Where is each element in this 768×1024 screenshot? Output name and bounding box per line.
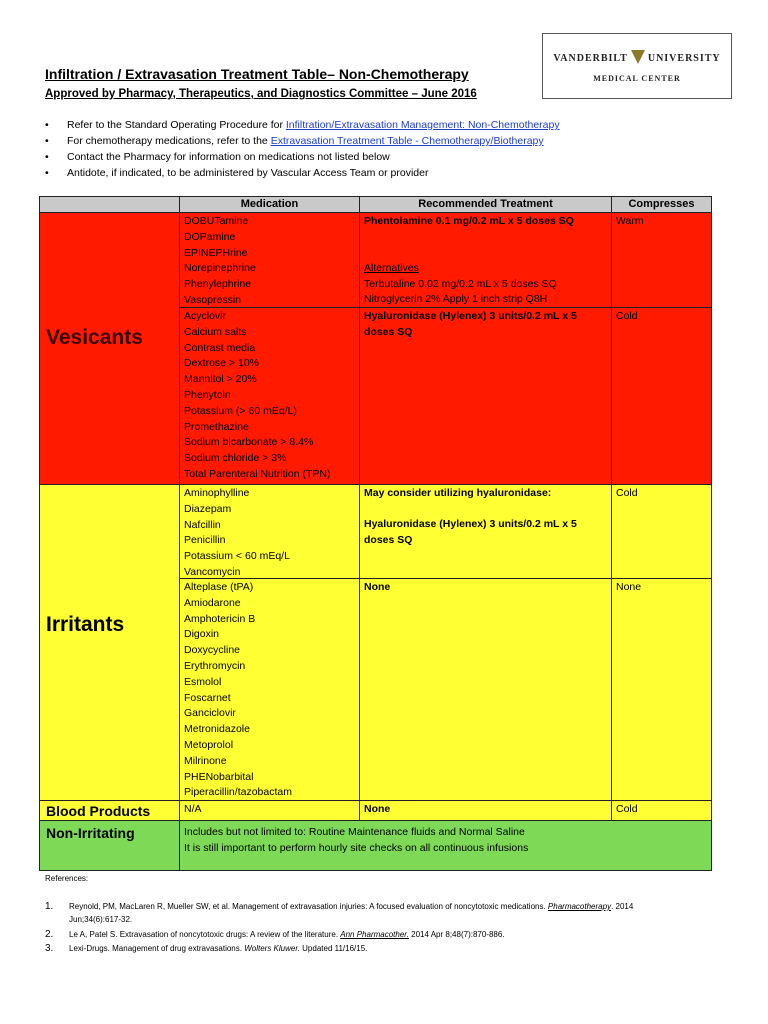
irritants-b-compress: None	[611, 578, 712, 801]
medication: Sodium bicarbonate > 8.4%	[184, 436, 314, 449]
vesicants-b-treatment	[359, 307, 612, 485]
category-non-irritating	[39, 820, 180, 871]
treatment-primary: Phentolamine 0.1 mg/0.2 mL x 5 doses SQ	[364, 215, 574, 227]
medication: DOPamine	[184, 230, 236, 243]
reference-body	[69, 928, 759, 941]
medication: Total Parenteral Nutrition (TPN)	[184, 467, 331, 480]
medication: Milrinone	[184, 754, 227, 767]
page-title: Infiltration / Extravasation Treatment Table– Non-Chemotherapy	[45, 66, 469, 82]
treatment-line: doses SQ	[364, 325, 413, 338]
non-irritating-label: Non-Irritating	[46, 825, 135, 841]
bullet-sop: • Refer to the Standard Operating Procedure for Infiltration/Extravasation Management: Non-Chemotherapy	[45, 119, 560, 131]
blood-products-label: Blood Products	[46, 803, 151, 819]
oak-leaf-icon	[631, 50, 645, 64]
vumc-logo	[542, 33, 732, 99]
category-vesicants	[39, 212, 180, 485]
medication: Diazepam	[184, 502, 232, 515]
reference-body	[69, 942, 759, 955]
medication: Sodium chloride > 3%	[184, 452, 287, 465]
medication: EPINEPHrine	[184, 246, 248, 259]
reference-text: Lexi-Drugs. Management of drug extravasations.	[69, 944, 245, 953]
reference-text: Le A, Patel S. Extravasation of noncytotoxic drugs: A review of the literature.	[69, 930, 341, 939]
medication: Potassium (> 60 mEq/L)	[184, 404, 297, 417]
bullet-sop-text: Refer to the Standard Operating Procedure for	[67, 119, 286, 131]
irritants-a-compress: Cold	[611, 484, 712, 579]
header-compresses: Compresses	[611, 196, 712, 213]
medication: Piperacillin/tazobactam	[184, 786, 292, 799]
medication: Promethazine	[184, 420, 249, 433]
medication: Potassium < 60 mEq/L	[184, 550, 290, 563]
medication: Contrast media	[184, 341, 256, 354]
medication: Alteplase (tPA)	[184, 581, 254, 593]
medication: Dextrose > 10%	[184, 357, 259, 370]
vesicants-b-compress: Cold	[611, 307, 712, 485]
header-medication: Medication	[179, 196, 360, 213]
blood-compress: Cold	[611, 800, 712, 821]
approval-subtitle: Approved by Pharmacy, Therapeutics, and Diagnostics Committee – June 2016	[45, 88, 477, 100]
alternatives-label: Alternatives	[364, 261, 419, 274]
reference-number: 3.	[45, 943, 54, 954]
header-treatment: Recommended Treatment	[359, 196, 612, 213]
reference-text: Reynold, PM, MacLaren R, Mueller SW, et al. Management of extravasation injuries: A focused evaluation of noncytotoxic medications.	[69, 902, 548, 911]
irritants-b-treatment: None	[359, 578, 612, 801]
note-line: Includes but not limited to: Routine Maintenance fluids and Normal Saline	[184, 826, 525, 838]
medication: Vasopressin	[184, 293, 242, 306]
treatment-line: doses SQ	[364, 533, 413, 546]
medication: Calcium salts	[184, 325, 247, 338]
reference-body	[69, 900, 759, 926]
note-line: It is still important to perform hourly site checks on all continuous infusions	[184, 841, 529, 854]
medication: Foscarnet	[184, 691, 231, 704]
category-irritants	[39, 484, 180, 801]
treatment-alternative: Terbutaline 0.02 mg/0.2 mL x 5 doses SQ	[364, 277, 557, 290]
medication: Phenytoin	[184, 388, 231, 401]
medication: Nafcillin	[184, 518, 221, 531]
reference-tail: Updated 11/16/15.	[299, 944, 368, 953]
treatment-alternative: Nitroglycerin 2% Apply 1 inch strip Q8H	[364, 293, 548, 306]
reference-tail: . 2014	[611, 902, 634, 911]
treatment-table	[39, 196, 712, 871]
bullet-pharmacy: • Contact the Pharmacy for information on medications not listed below	[45, 151, 390, 163]
bullet-pharmacy-text: Contact the Pharmacy for information on medications not listed below	[67, 151, 390, 163]
references-label: References:	[45, 874, 89, 883]
chemo-table-link[interactable]: Extravasation Treatment Table - Chemotherapy/Biotherapy	[270, 135, 544, 147]
non-irritating-note	[179, 820, 712, 871]
irritants-label: Irritants	[46, 613, 125, 636]
blood-treatment: None	[359, 800, 612, 821]
medication: PHENobarbital	[184, 770, 254, 783]
irritants-a-medications	[179, 484, 360, 579]
irritants-a-treatment	[359, 484, 612, 579]
bullet-antidote-text: Antidote, if indicated, to be administered by Vascular Access Team or provider	[67, 167, 429, 179]
medication: Penicillin	[184, 534, 226, 547]
medication: Acyclovir	[184, 310, 227, 322]
vesicants-b-medications	[179, 307, 360, 485]
treatment-line: Hyaluronidase (Hylenex) 3 units/0.2 mL x 5	[364, 310, 577, 322]
medication: Amphotericin B	[184, 612, 256, 625]
bullet-chemo-text: For chemotherapy medications, refer to the	[67, 135, 271, 147]
vesicants-a-treatment	[359, 212, 612, 308]
header-blank	[39, 196, 180, 213]
vesicants-a-medications	[179, 212, 360, 308]
logo-vanderbilt: VANDERBILT	[553, 53, 628, 64]
vesicants-a-compress: Warm	[611, 212, 712, 308]
medication: Metoprolol	[184, 738, 234, 751]
medication: Mannitol > 20%	[184, 373, 257, 386]
medication: Aminophylline	[184, 487, 250, 499]
logo-medical-center: MEDICAL CENTER	[593, 74, 681, 83]
bullet-antidote: • Antidote, if indicated, to be administered by Vascular Access Team or provider	[45, 167, 429, 179]
medication: Esmolol	[184, 675, 222, 688]
medication: Doxycycline	[184, 644, 241, 657]
sop-link[interactable]: Infiltration/Extravasation Management: Non-Chemotherapy	[285, 119, 560, 131]
medication: Ganciclovir	[184, 707, 236, 720]
reference-journal: Wolters Kluwer.	[244, 944, 300, 953]
reference-number: 2.	[45, 929, 54, 940]
treatment-line: May consider utilizing hyaluronidase:	[364, 487, 552, 499]
medication: DOBUTamine	[184, 215, 249, 227]
treatment-line: Hyaluronidase (Hylenex) 3 units/0.2 mL x 5	[364, 517, 577, 530]
reference-journal: Ann Pharmacother.	[340, 930, 409, 939]
medication: Metronidazole	[184, 723, 250, 736]
medication: Phenylephrine	[184, 278, 252, 291]
reference-journal: Pharmacotherapy	[547, 902, 612, 911]
vesicants-label: Vesicants	[46, 326, 143, 349]
bullet-chemo: • For chemotherapy medications, refer to the Extravasation Treatment Table - Chemotherapy/Biotherapy	[45, 135, 544, 147]
logo-university: UNIVERSITY	[647, 53, 721, 64]
reference-number: 1.	[45, 901, 54, 912]
medication: Digoxin	[184, 628, 220, 641]
medication: Vancomycin	[184, 565, 241, 578]
medication: Erythromycin	[184, 659, 246, 672]
instructions-list	[45, 117, 560, 181]
medication: Amiodarone	[184, 596, 241, 609]
reference-text: Jun;34(6):617-32.	[69, 915, 133, 924]
blood-medication: N/A	[179, 800, 360, 821]
reference-tail: 2014 Apr 8;48(7):870-886.	[408, 930, 505, 939]
logo-wordmark	[543, 50, 731, 64]
irritants-b-medications	[179, 578, 360, 801]
category-blood-products	[39, 800, 180, 821]
medication: Norepinephrine	[184, 262, 256, 275]
